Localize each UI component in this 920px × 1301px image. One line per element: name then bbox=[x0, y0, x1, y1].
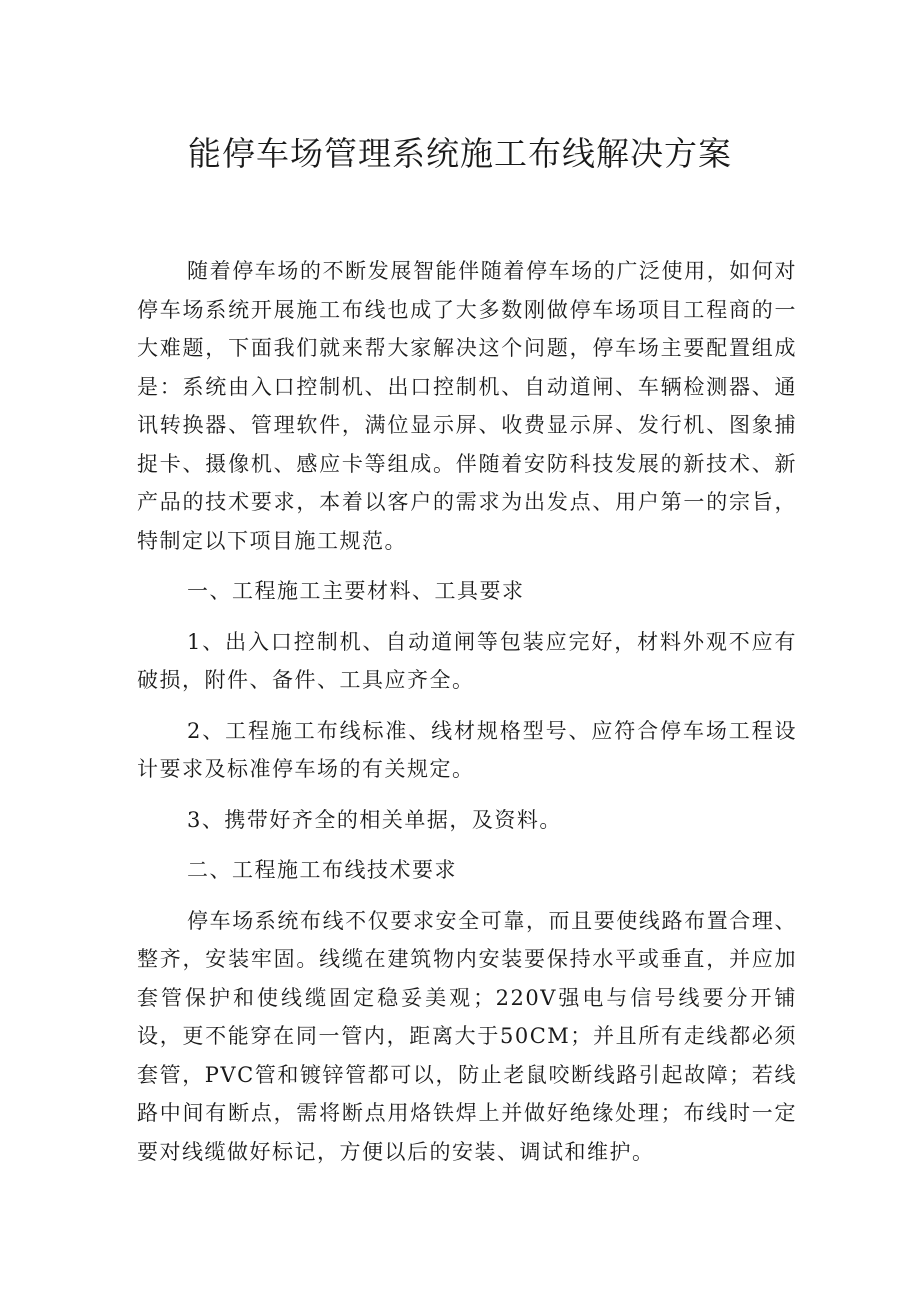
list-item-1: 1、出入口控制机、自动道闸等包装应完好，材料外观不应有破损，附件、备件、工具应齐全。 bbox=[137, 629, 797, 692]
section-heading-wiring: 二、工程施工布线技术要求 bbox=[187, 858, 457, 882]
list-item-3: 3、携带好齐全的相关单据，及资料。 bbox=[187, 807, 562, 832]
wiring-paragraph: 停车场系统布线不仅要求安全可靠，而且要使线路布置合理、整齐，安装牢固。线缆在建筑物内安装要保持水平或垂直，并应加套管保护和使线缆固定稳妥美观；220V强电与信号线要分开铺设，更不能穿在同一管内，距离大于50CM；并且所有走线都必须套管，PVC管和镀锌管都可以，防止老鼠咬断线路引起故障；若线路中间有断点，需将断点用烙铁焊上并做好绝缘处理；布线时一定要对线缆做好标记，方便以后的安装、调试和维护。 bbox=[137, 908, 797, 1164]
list-item-2: 2、工程施工布线标准、线材规格型号、应符合停车场工程设计要求及标准停车场的有关规定。 bbox=[137, 718, 797, 781]
section-heading-materials: 一、工程施工主要材料、工具要求 bbox=[187, 579, 525, 603]
intro-paragraph: 随着停车场的不断发展智能伴随着停车场的广泛使用，如何对停车场系统开展施工布线也成了大多数刚做停车场项目工程商的一大难题，下面我们就来帮大家解决这个问题，停车场主要配置组成是：系统由入口控制机、出口控制机、自动道闸、车辆检测器、通讯转换器、管理软件，满位显示屏、收费显示屏、发行机、图象捕捉卡、摄像机、感应卡等组成。伴随着安防科技发展的新技术、新产品的技术要求，本着以客户的需求为出发点、用户第一的宗旨，特制定以下项目施工规范。 bbox=[137, 259, 797, 553]
document-body bbox=[137, 252, 797, 1183]
document-title: 能停车场管理系统施工布线解决方案 bbox=[188, 134, 732, 173]
